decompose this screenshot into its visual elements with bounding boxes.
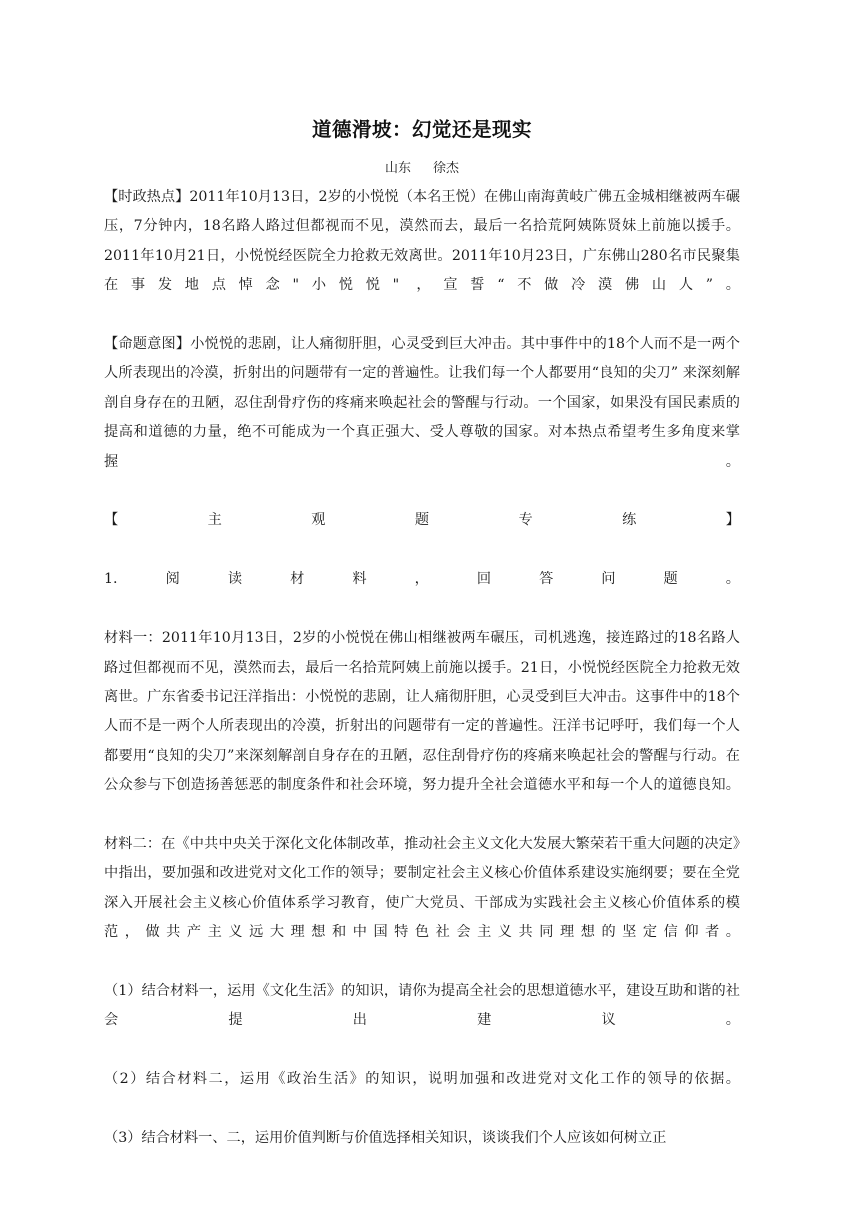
paragraph-text: 材料一：2011年10月13日，2岁的小悦悦在佛山相继被两车碾压，司机逃逸，接连路过的18名路人路过但都视而不见，漠然而去，最后一名拾荒阿姨上前施以援手。21日，小悦悦经医院全力抢救无效离世。广东省委书记汪洋指出：小悦悦的悲剧，让人痛彻肝胆，心灵受到巨大冲击。这事件中的18个人而不是一两个人所表现出的冷漠，折射出的问题带有一定的普遍性。汪洋书记呼吁，我们每一个人都要用“良知的尖刀”来深刻解剖自身存在的丑陋，忍住刮骨疗伤的疼痛来唤起社会的警醒与行动。在公众参与下创造扬善惩恶的制度条件和社会环境，努力提升全社会道德水平和每一个人的道德良知。	[104, 630, 740, 794]
paragraph-material-1	[104, 624, 740, 830]
paragraph-intent	[104, 330, 740, 506]
paragraph-text: （1）结合材料一，运用《文化生活》的知识，请你为提高全社会的思想道德水平，建设互助和谐的社会提出建议。	[104, 982, 740, 1029]
paragraph-practice-heading	[104, 506, 740, 565]
paragraph-hot-topic	[104, 183, 740, 330]
author-region: 山东	[384, 161, 411, 176]
paragraph-question-3	[104, 1124, 740, 1153]
paragraph-question-1	[104, 977, 740, 1065]
paragraph-text: 1.阅读材料，回答问题。	[104, 571, 740, 588]
paragraph-question-2	[104, 1065, 740, 1124]
paragraph-text: （2）结合材料二，运用《政治生活》的知识，说明加强和改进党对文化工作的领导的依据。	[104, 1071, 740, 1088]
paragraph-material-2	[104, 830, 740, 977]
section-tag: 【时政热点】	[104, 189, 190, 205]
paragraph-question-intro	[104, 565, 740, 624]
document-body	[104, 183, 740, 1153]
author-line	[104, 157, 740, 176]
section-tag: 【主观题专练】	[104, 512, 740, 529]
author-name: 徐杰	[433, 161, 460, 176]
paragraph-text: （3）结合材料一、二，运用价值判断与价值选择相关知识，谈谈我们个人应该如何树立正	[104, 1130, 667, 1146]
paragraph-text: 2011年10月13日，2岁的小悦悦（本名王悦）在佛山南海黄岐广佛五金城相继被两车碾压，7分钟内，18名路人路过但都视而不见，漠然而去，最后一名拾荒阿姨陈贤妹上前施以援手。2011年10月21日，小悦悦经医院全力抢救无效离世。2011年10月23日，广东佛山280名市民聚集在事发地点悼念"小悦悦" ，宣誓“不做冷漠佛山人”。	[104, 189, 740, 294]
paragraph-text: 小悦悦的悲剧，让人痛彻肝胆，心灵受到巨大冲击。其中事件中的18个人而不是一两个人所表现出的冷漠，折射出的问题带有一定的普遍性。让我们每一个人都要用“良知的尖刀” 来深刻解剖自身存在的丑陋，忍住刮骨疗伤的疼痛来唤起社会的警醒与行动。一个国家，如果没有国民素质的提高和道德的力量，绝不可能成为一个真正强大、受人尊敬的国家。对本热点希望考生多角度来掌握。	[104, 336, 740, 470]
document-title: 道德滑坡：幻觉还是现实	[311, 118, 532, 141]
paragraph-text: 材料二：在《中共中央关于深化文化体制改革，推动社会主义文化大发展大繁荣若干重大问题的决定》中指出，要加强和改进党对文化工作的领导；要制定社会主义核心价值体系建设实施纲要；要在全党深入开展社会主义核心价值体系学习教育，使广大党员、干部成为实践社会主义核心价值体系的模范，做共产主义远大理想和中国特色社会主义共同理想的坚定信仰者。	[104, 835, 740, 941]
section-tag: 【命题意图】	[104, 336, 191, 353]
